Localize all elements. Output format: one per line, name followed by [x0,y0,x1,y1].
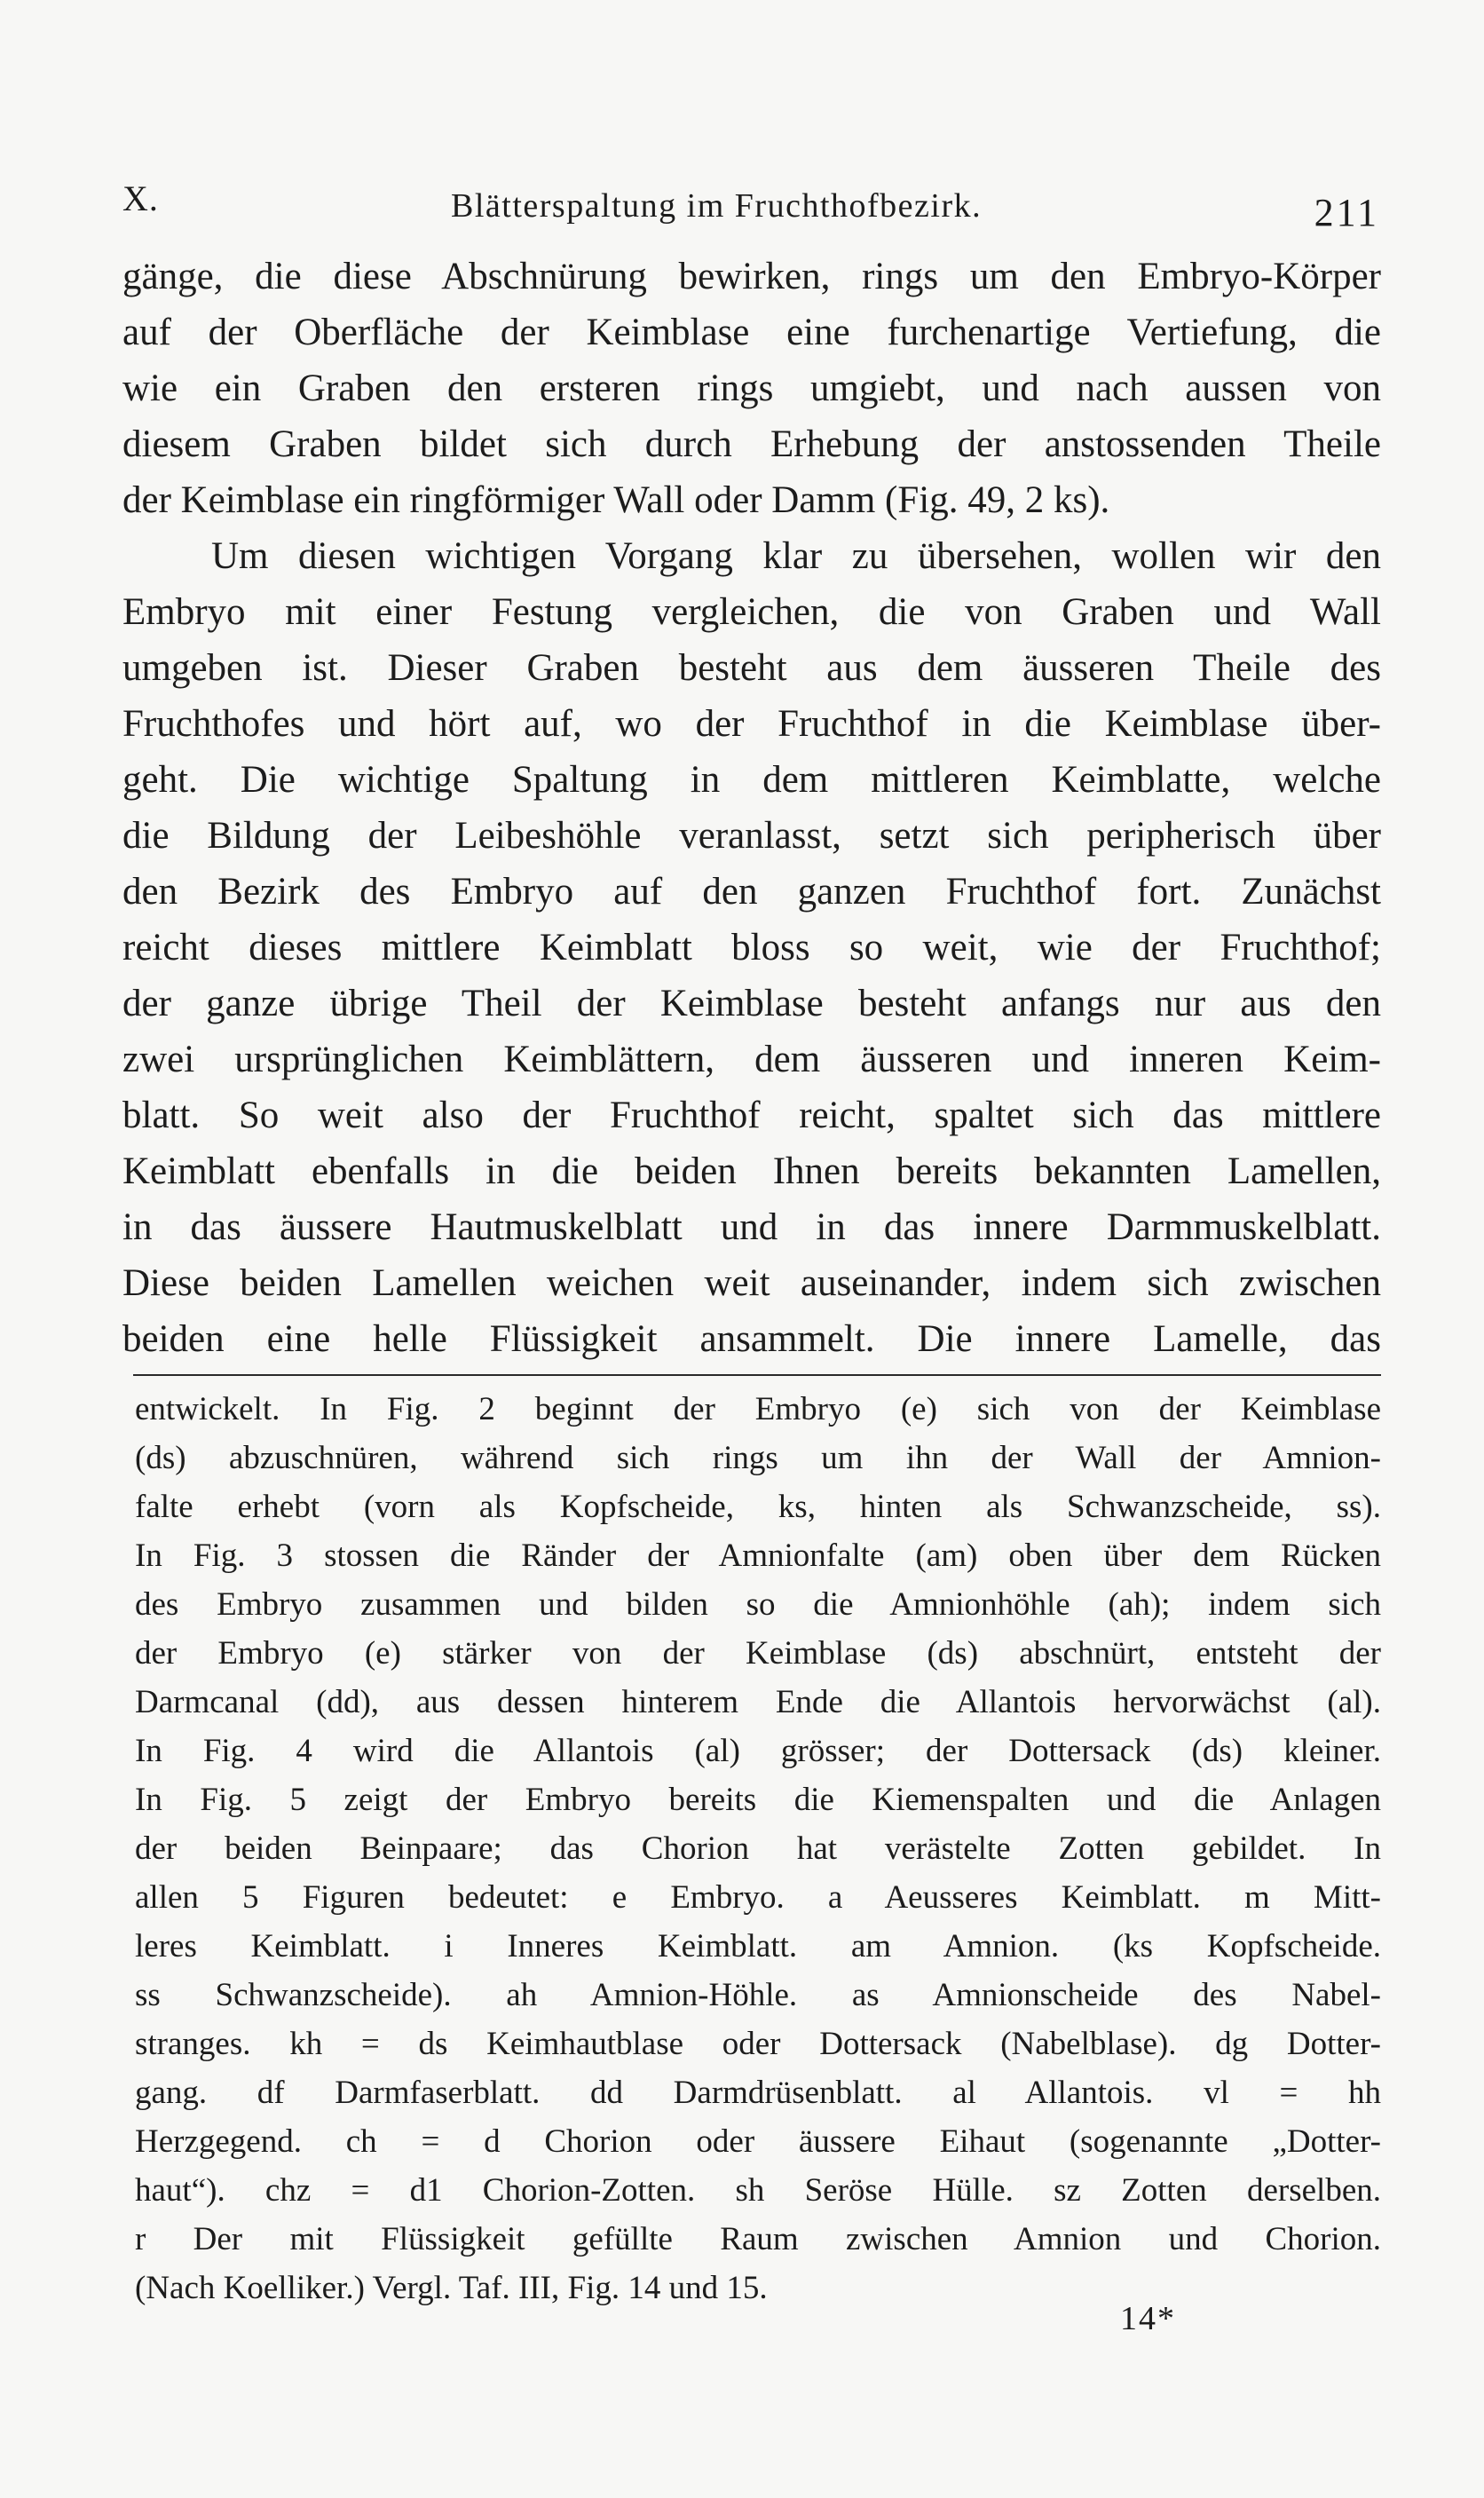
footnote-line: allen 5 Figuren bedeutet: e Embryo. a Aeusseres Keimblatt. m Mitt- [135,1879,1381,1916]
body-line: Embryo mit einer Festung vergleichen, die von Graben und Wall [122,591,1381,633]
body-line: der ganze übrige Theil der Keimblase besteht anfangs nur aus den [122,983,1381,1024]
body-line: Um diesen wichtigen Vorgang klar zu übersehen, wollen wir den [211,535,1381,577]
footnote-line: ss Schwanzscheide). ah Amnion-Höhle. as Amnionscheide des Nabel- [135,1977,1381,2013]
footnote-line: entwickelt. In Fig. 2 beginnt der Embryo (e) sich von der Keimblase [135,1391,1381,1427]
body-line: gänge, die diese Abschnürung bewirken, rings um den Embryo-Körper [122,256,1381,297]
footnote [135,1385,1381,2312]
body-line: Fruchthofes und hört auf, wo der Fruchthof in die Keimblase über- [122,703,1381,745]
footnote-line: der beiden Beinpaare; das Chorion hat verästelte Zotten gebildet. In [135,1830,1381,1867]
footnote-line: (ds) abzuschnüren, während sich rings um ihn der Wall der Amnion- [135,1440,1381,1476]
footnote-line: des Embryo zusammen und bilden so die Amnionhöhle (ah); indem sich [135,1586,1381,1623]
chapter-number: X. [122,178,159,218]
footnote-line: (Nach Koelliker.) Vergl. Taf. III, Fig. 14 und 15. [135,2270,768,2306]
body-line: beiden eine helle Flüssigkeit ansammelt. Die innere Lamelle, das [122,1318,1381,1360]
body-line: umgeben ist. Dieser Graben besteht aus dem äusseren Theile des [122,647,1381,689]
footnote-line: haut“). chz = d1 Chorion-Zotten. sh Seröse Hülle. sz Zotten derselben. [135,2172,1381,2209]
footnote-line: falte erhebt (vorn als Kopfscheide, ks, hinten als Schwanzscheide, ss). [135,1489,1381,1525]
footnote-line: Darmcanal (dd), aus dessen hinterem Ende die Allantois hervorwächst (al). [135,1684,1381,1720]
running-head [122,178,1379,234]
body-line: Keimblatt ebenfalls in die beiden Ihnen bereits bekannten Lamellen, [122,1150,1381,1192]
body-line: in das äussere Hautmuskelblatt und in das innere Darmmuskelblatt. [122,1206,1381,1248]
body-line: blatt. So weit also der Fruchthof reicht, spaltet sich das mittlere [122,1095,1381,1136]
footnote-rule [133,1374,1381,1376]
footnote-line: gang. df Darmfaserblatt. dd Darmdrüsenblatt. al Allantois. vl = hh [135,2075,1381,2111]
signature-mark: 14* [1120,2300,1176,2337]
body-line: diesem Graben bildet sich durch Erhebung der anstossenden Theile [122,423,1381,465]
body-line: zwei ursprünglichen Keimblättern, dem äusseren und inneren Keim- [122,1039,1381,1080]
body-line: wie ein Graben den ersteren rings umgiebt, und nach aussen von [122,368,1381,409]
footnote-line: stranges. kh = ds Keimhautblase oder Dottersack (Nabelblase). dg Dotter- [135,2026,1381,2062]
footnote-line: In Fig. 5 zeigt der Embryo bereits die Kiemenspalten und die Anlagen [135,1782,1381,1818]
page-number: 211 [1314,191,1379,234]
body-line: Diese beiden Lamellen weichen weit auseinander, indem sich zwischen [122,1262,1381,1304]
footnote-line: Herzgegend. ch = d Chorion oder äussere Eihaut (sogenannte „Dotter- [135,2123,1381,2160]
body-text [122,249,1381,1367]
footnote-line: In Fig. 3 stossen die Ränder der Amnionfalte (am) oben über dem Rücken [135,1538,1381,1574]
body-line: geht. Die wichtige Spaltung in dem mittleren Keimblatte, welche [122,759,1381,801]
body-line: den Bezirk des Embryo auf den ganzen Fruchthof fort. Zunächst [122,871,1381,913]
body-line: reicht dieses mittlere Keimblatt bloss so weit, wie der Fruchthof; [122,927,1381,968]
body-line: der Keimblase ein ringförmiger Wall oder Damm (Fig. 49, 2 ks). [122,479,1110,521]
footnote-line: der Embryo (e) stärker von der Keimblase (ds) abschnürt, entsteht der [135,1635,1381,1672]
footnote-line: leres Keimblatt. i Inneres Keimblatt. am Amnion. (ks Kopfscheide. [135,1928,1381,1964]
body-line: die Bildung der Leibeshöhle veranlasst, setzt sich peripherisch über [122,815,1381,857]
body-line: auf der Oberfläche der Keimblase eine furchenartige Vertiefung, die [122,312,1381,353]
running-title: Blätterspaltung im Fruchthofbezirk. [451,187,983,225]
footnote-line: In Fig. 4 wird die Allantois (al) grösser; der Dottersack (ds) kleiner. [135,1733,1381,1769]
footnote-line: r Der mit Flüssigkeit gefüllte Raum zwischen Amnion und Chorion. [135,2221,1381,2257]
